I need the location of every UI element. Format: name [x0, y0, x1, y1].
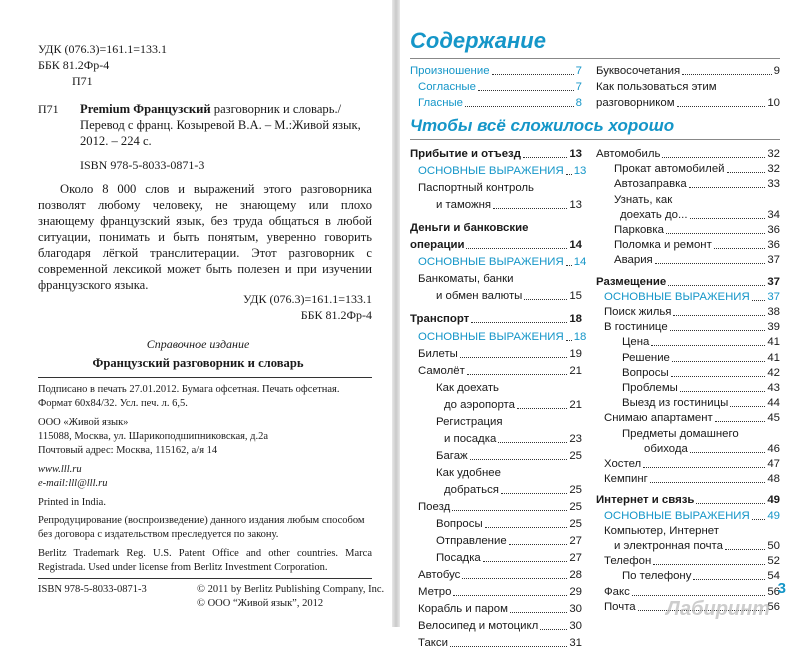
toc-entry-title: Предметы домашнего — [622, 427, 739, 440]
annotation: Около 8 000 слов и выражений этого разговорника позволят любому человеку, не знающему или плохо знающему французский язык, без труда общаться в любой ситуации, понимать и быть понятым, уверенно говорить благодаря лёгкой транслитерации. Этот разговорник с современной лексикой может быть полезен и при изучении французского языка. — [38, 182, 372, 292]
toc-entry-page: 29 — [569, 586, 582, 599]
toc-leader-dots — [498, 442, 567, 443]
toc-entry — [604, 457, 780, 471]
toc-leader-dots — [693, 579, 765, 580]
author-mark-2: П71 — [38, 102, 59, 116]
toc-leader-dots — [696, 503, 765, 504]
toc-entry — [604, 585, 780, 599]
toc-entry-page: 48 — [767, 473, 780, 486]
toc-entry-page: 31 — [569, 637, 582, 650]
toc-leader-dots — [682, 74, 771, 75]
toc-entry — [418, 330, 587, 344]
toc-entry-title: Проблемы — [622, 382, 678, 394]
toc-entry — [622, 569, 780, 583]
toc-entry — [604, 554, 780, 568]
toc-entry-title: Гласные — [418, 97, 464, 109]
isbn: ISBN 978-5-8033-0871-3 — [80, 158, 205, 172]
toc-entry-title: Автозаправка — [614, 178, 687, 191]
print-info-2: Формат 60х84/32. Усл. печ. л. 6,5. — [38, 398, 188, 409]
toc-entry — [418, 96, 582, 110]
toc-entry-title: Автобус — [418, 569, 461, 582]
toc-leader-dots — [510, 612, 567, 613]
toc-leader-dots — [483, 561, 568, 562]
toc-entry-title: и таможня — [436, 199, 492, 212]
toc-entry-title: Поиск жилья — [604, 306, 672, 318]
toc-leader-dots — [566, 174, 572, 175]
toc-entry — [418, 500, 582, 514]
toc-entry — [418, 272, 513, 286]
toc-entry-title: Паспортный контроль — [418, 182, 534, 195]
toc-entry — [444, 398, 582, 412]
toc-leader-dots — [466, 248, 567, 249]
toc-entry-page: 36 — [767, 239, 780, 252]
toc-entry — [418, 255, 587, 269]
contents-title: Содержание — [410, 28, 546, 53]
toc-entry-page: 39 — [767, 321, 780, 334]
toc-entry-title: Парковка — [614, 224, 664, 236]
divider — [38, 377, 372, 378]
toc-entry — [614, 162, 780, 176]
toc-entry-title: Телефон — [604, 555, 652, 568]
toc-entry-title: Отправление — [436, 535, 507, 548]
toc-leader-dots — [653, 564, 765, 565]
toc-entry-title: В гостинице — [604, 321, 668, 334]
toc-leader-dots — [671, 376, 766, 377]
toc-entry — [436, 517, 582, 531]
toc-entry — [418, 364, 582, 378]
toc-entry-page: 14 — [569, 239, 582, 252]
toc-leader-dots — [470, 459, 568, 460]
toc-leader-dots — [517, 408, 567, 409]
toc-leader-dots — [566, 265, 572, 266]
toc-entry-title: добраться — [444, 483, 499, 496]
toc-entry-title: Поломка и ремонт — [614, 239, 712, 252]
toc-entry-title: операции — [410, 239, 465, 252]
toc-entry-title: Как удобнее — [436, 466, 501, 479]
toc-leader-dots — [727, 172, 766, 173]
toc-entry — [436, 449, 582, 463]
toc-entry-title: Факс — [604, 585, 630, 598]
toc-entry-page: 13 — [569, 199, 582, 212]
toc-entry-page: 18 — [569, 313, 582, 326]
toc-leader-dots — [714, 248, 766, 249]
toc-entry-title: и посадка — [444, 432, 497, 445]
toc-entry — [436, 415, 503, 429]
toc-leader-dots — [643, 467, 765, 468]
toc-leader-dots — [752, 519, 766, 520]
toc-entry-page: 37 — [767, 275, 780, 288]
toc-entry-page: 19 — [569, 347, 582, 360]
toc-leader-dots — [690, 218, 766, 219]
toc-entry-page: 27 — [569, 552, 582, 565]
toc-entry-page: 23 — [569, 432, 582, 445]
toc-entry-title: Решение — [622, 351, 670, 364]
toc-entry-title: до аэропорта — [444, 398, 515, 411]
toc-entry-page: 18 — [573, 330, 587, 343]
toc-entry-page: 38 — [767, 306, 780, 318]
toc-entry — [436, 381, 499, 395]
divider-2 — [38, 578, 372, 579]
toc-entry-page: 56 — [767, 600, 780, 613]
toc-entry-page: 21 — [569, 364, 582, 377]
toc-entry — [436, 198, 582, 212]
copyright-berlitz: © 2011 by Berlitz Publishing Company, Inc. — [197, 584, 385, 595]
toc-entry-page: 42 — [767, 366, 780, 379]
toc-entry-page: 37 — [767, 290, 780, 303]
toc-entry — [596, 147, 780, 161]
toc-leader-dots — [655, 263, 766, 264]
email: e-mail:lll@lll.ru — [38, 478, 108, 489]
toc-entry-page: 46 — [767, 442, 780, 455]
toc-entry-title: Прибытие и отъезд — [410, 148, 521, 160]
toc-entry — [614, 539, 780, 553]
toc-entry-page: 25 — [569, 449, 582, 462]
website: www.lll.ru — [38, 464, 82, 475]
toc-entry-title: обихода — [644, 442, 688, 455]
right-page — [396, 0, 800, 650]
toc-entry-page: 52 — [767, 555, 780, 568]
toc-leader-dots — [524, 299, 567, 300]
toc-entry — [596, 80, 717, 94]
toc-entry-title: Цена — [622, 336, 650, 349]
toc-entry — [622, 381, 780, 395]
udk-code: УДК (076.3)=161.1=133.1 — [38, 42, 167, 56]
toc-entry-title: Багаж — [436, 449, 468, 462]
toc-entry-page: 14 — [573, 256, 587, 269]
toc-entry-title: Самолёт — [418, 364, 465, 377]
toc-entry-page: 33 — [767, 178, 780, 191]
toc-leader-dots — [632, 595, 766, 596]
toc-entry-title: Деньги и банковские — [410, 222, 529, 235]
toc-entry-title: Регистрация — [436, 415, 503, 428]
isbn-2: ISBN 978-5-8033-0871-3 — [38, 584, 147, 595]
toc-leader-dots — [467, 374, 568, 375]
toc-entry — [620, 208, 780, 222]
toc-entry-page: 7 — [575, 65, 582, 77]
toc-entry — [604, 290, 780, 304]
berlitz-trademark: Berlitz Trademark Reg. U.S. Patent Office and other countries. Marca Registrada. Used under license from Berlitz Investment Corporation. — [38, 548, 372, 573]
toc-entry-page: 47 — [767, 458, 780, 470]
postal-address: Почтовый адрес: Москва, 115162, а/я 14 — [38, 445, 218, 456]
toc-entry — [418, 164, 587, 178]
toc-entry-title: доехать до... — [620, 208, 688, 221]
toc-entry-page: 27 — [569, 535, 582, 548]
toc-entry-title: Узнать, как — [614, 193, 673, 206]
toc-entry-title: и электронная почта — [614, 540, 723, 552]
edition-title: Французский разговорник и словарь — [92, 356, 304, 370]
toc-entry-page: 10 — [767, 97, 780, 109]
toc-entry — [596, 64, 780, 78]
toc-entry — [410, 238, 582, 252]
toc-entry-page: 7 — [575, 81, 582, 93]
page-number: 3 — [777, 580, 786, 597]
toc-entry-title: разговорником — [596, 97, 675, 109]
toc-entry — [418, 181, 534, 195]
toc-entry-page: 32 — [767, 163, 780, 176]
toc-entry-page: 28 — [569, 569, 582, 582]
toc-entry — [436, 289, 582, 303]
toc-entry — [418, 585, 582, 599]
toc-entry-page: 9 — [773, 65, 780, 77]
bbk-code-2: ББК 81.2Фр-4 — [300, 308, 372, 322]
toc-entry-title: ОСНОВНЫЕ ВЫРАЖЕНИЯ — [418, 330, 564, 343]
toc-entry-title: Кемпинг — [604, 473, 648, 486]
toc-leader-dots — [680, 391, 765, 392]
toc-entry — [418, 619, 582, 633]
toc-entry — [644, 442, 780, 456]
toc-entry-page: 30 — [569, 620, 582, 633]
toc-leader-dots — [725, 549, 765, 550]
toc-entry-title: Такси — [418, 637, 448, 650]
toc-entry-title: Согласные — [418, 81, 476, 93]
toc-entry — [596, 493, 780, 507]
toc-entry — [410, 64, 582, 78]
toc-entry-title: Метро — [418, 586, 452, 599]
toc-entry-title: Автомобиль — [596, 148, 661, 160]
toc-entry-title: Транспорт — [410, 313, 470, 326]
toc-entry — [436, 466, 501, 480]
watermark-logo — [666, 598, 770, 621]
toc-leader-dots — [501, 493, 567, 494]
author-mark: П71 — [72, 74, 93, 88]
toc-entry-title: Хостел — [604, 458, 642, 470]
toc-entry-page: 50 — [767, 540, 780, 552]
contents-rule — [410, 58, 780, 59]
watermark-text: Лабиринт — [665, 598, 770, 620]
toc-leader-dots — [662, 157, 765, 158]
toc-leader-dots — [673, 315, 765, 316]
toc-leader-dots — [689, 187, 766, 188]
toc-entry-title: Как доехать — [436, 381, 499, 394]
toc-entry-page: 37 — [767, 254, 780, 267]
toc-entry-page: 34 — [767, 208, 780, 221]
toc-entry — [622, 427, 739, 441]
toc-entry — [604, 305, 780, 319]
toc-entry — [622, 335, 780, 349]
toc-leader-dots — [651, 345, 765, 346]
toc-entry — [418, 636, 582, 650]
printed-in: Printed in India. — [38, 497, 106, 508]
toc-entry-title: Авария — [614, 254, 653, 267]
toc-entry — [418, 80, 582, 94]
toc-leader-dots — [566, 340, 572, 341]
toc-entry-title: ОСНОВНЫЕ ВЫРАЖЕНИЯ — [418, 256, 564, 269]
toc-entry — [436, 551, 582, 565]
toc-entry — [604, 472, 780, 486]
toc-entry — [596, 275, 780, 289]
toc-entry-title: Банкоматы, банки — [418, 273, 514, 286]
copyright-publisher: © ООО “Живой язык”, 2012 — [197, 598, 324, 609]
toc-leader-dots — [452, 510, 567, 511]
toc-leader-dots — [465, 106, 574, 107]
toc-entry-title: Выезд из гостиницы — [622, 397, 729, 410]
toc-leader-dots — [540, 629, 567, 630]
toc-entry — [410, 312, 582, 326]
toc-entry-title: Произношение — [410, 65, 490, 77]
toc-entry — [604, 320, 780, 334]
reproduction-notice: Репродуцирование (воспроизведение) данного издания любым способом без договора с издательством преследуется по закону. — [38, 515, 365, 540]
toc-entry-page: 13 — [569, 148, 582, 160]
bibliographic-description — [80, 101, 370, 149]
toc-entry-title: Прокат автомобилей — [614, 163, 725, 176]
toc-leader-dots — [650, 482, 766, 483]
toc-entry-page: 41 — [767, 336, 780, 349]
toc-entry-page: 49 — [767, 509, 780, 522]
toc-entry — [614, 193, 672, 207]
toc-entry-title: Интернет и связь — [596, 494, 695, 507]
toc-entry — [622, 366, 780, 380]
toc-entry-page: 49 — [767, 494, 780, 507]
toc-entry-page: 56 — [767, 585, 780, 598]
toc-entry-title: Велосипед и мотоцикл — [418, 620, 539, 633]
publisher-address: 115088, Москва, ул. Шарикоподшипниковская, д.2а — [38, 431, 269, 442]
toc-entry — [418, 568, 582, 582]
print-info-1: Подписано в печать 27.01.2012. Бумага офсетная. Печать офсетная. — [38, 384, 340, 395]
toc-entry-page: 25 — [569, 483, 582, 496]
toc-entry-page: 21 — [569, 398, 582, 411]
toc-entry-page: 43 — [767, 382, 780, 394]
toc-entry — [614, 238, 780, 252]
toc-entry-page: 36 — [767, 224, 780, 236]
toc-entry-page: 13 — [573, 165, 587, 178]
toc-entry — [418, 602, 582, 616]
toc-entry-title: ОСНОВНЫЕ ВЫРАЖЕНИЯ — [418, 165, 564, 178]
toc-leader-dots — [492, 74, 574, 75]
toc-entry — [444, 483, 582, 497]
toc-entry — [614, 253, 780, 267]
toc-entry-title: Компьютер, Интернет — [604, 524, 719, 537]
toc-entry — [604, 524, 719, 538]
toc-leader-dots — [730, 406, 765, 407]
toc-leader-dots — [523, 157, 567, 158]
toc-leader-dots — [460, 357, 567, 358]
toc-entry-page: 54 — [767, 570, 780, 583]
toc-leader-dots — [453, 595, 567, 596]
toc-entry-title: Как пользоваться этим — [596, 81, 717, 93]
toc-entry-title: Почта — [604, 600, 636, 613]
toc-entry-page: 25 — [569, 518, 582, 531]
toc-entry — [596, 96, 780, 110]
toc-leader-dots — [690, 452, 765, 453]
udk-code-2: УДК (076.3)=161.1=133.1 — [243, 292, 372, 306]
toc-entry — [604, 411, 780, 425]
toc-entry-page: 32 — [767, 148, 780, 160]
toc-entry-page: 30 — [569, 603, 582, 616]
left-page — [0, 0, 396, 627]
toc-leader-dots — [509, 544, 568, 545]
section-rule — [410, 139, 780, 140]
book-details: разговорник и словарь./ Перевод с франц. Козыревой В.А. – М.:Живой язык, 2012. – 224 с. — [80, 102, 361, 148]
toc-entry-title: Корабль и паром — [418, 603, 508, 616]
toc-leader-dots — [672, 361, 765, 362]
toc-entry — [614, 223, 780, 237]
toc-entry-title: ОСНОВНЫЕ ВЫРАЖЕНИЯ — [604, 509, 750, 522]
toc-entry-title: Размещение — [596, 275, 667, 288]
toc-entry-page: 45 — [767, 412, 780, 425]
toc-leader-dots — [668, 285, 765, 286]
toc-entry-title: Посадка — [436, 552, 481, 565]
toc-entry — [410, 221, 528, 235]
toc-entry — [410, 147, 582, 161]
toc-leader-dots — [450, 646, 567, 647]
toc-leader-dots — [462, 578, 567, 579]
toc-leader-dots — [471, 322, 567, 323]
toc-leader-dots — [666, 233, 765, 234]
edition-type: Справочное издание — [146, 337, 250, 351]
bbk-code: ББК 81.2Фр-4 — [38, 58, 110, 72]
toc-entry — [614, 177, 780, 191]
book-title: Premium Французский — [80, 102, 211, 116]
toc-entry-title: Билеты — [418, 347, 458, 360]
toc-entry-title: По телефону — [622, 570, 692, 583]
toc-entry-title: Вопросы — [436, 518, 483, 531]
toc-entry — [604, 509, 780, 523]
toc-leader-dots — [752, 300, 766, 301]
toc-entry-title: ОСНОВНЫЕ ВЫРАЖЕНИЯ — [604, 290, 750, 303]
toc-leader-dots — [715, 421, 766, 422]
toc-leader-dots — [485, 527, 568, 528]
toc-entry-title: Вопросы — [622, 366, 669, 379]
toc-entry-page: 8 — [575, 97, 582, 109]
toc-entry-page: 41 — [767, 351, 780, 364]
toc-entry — [444, 432, 582, 446]
toc-entry-title: Снимаю апартамент — [604, 412, 713, 425]
toc-entry-page: 25 — [569, 501, 582, 513]
publisher-name: ООО «Живой язык» — [38, 417, 129, 428]
toc-leader-dots — [493, 208, 567, 209]
toc-entry — [436, 534, 582, 548]
toc-entry-page: 44 — [767, 397, 780, 410]
toc-entry — [622, 396, 780, 410]
toc-entry — [622, 351, 780, 365]
toc-entry-title: Поезд — [418, 501, 451, 513]
toc-leader-dots — [478, 90, 574, 91]
section-title: Чтобы всё сложилось хорошо — [410, 116, 675, 135]
toc-entry-title: Буквосочетания — [596, 65, 681, 77]
toc-leader-dots — [670, 330, 766, 331]
toc-leader-dots — [677, 106, 766, 107]
toc-entry-title: и обмен валюты — [436, 290, 523, 303]
toc-entry-page: 15 — [569, 290, 582, 303]
toc-entry — [418, 347, 582, 361]
